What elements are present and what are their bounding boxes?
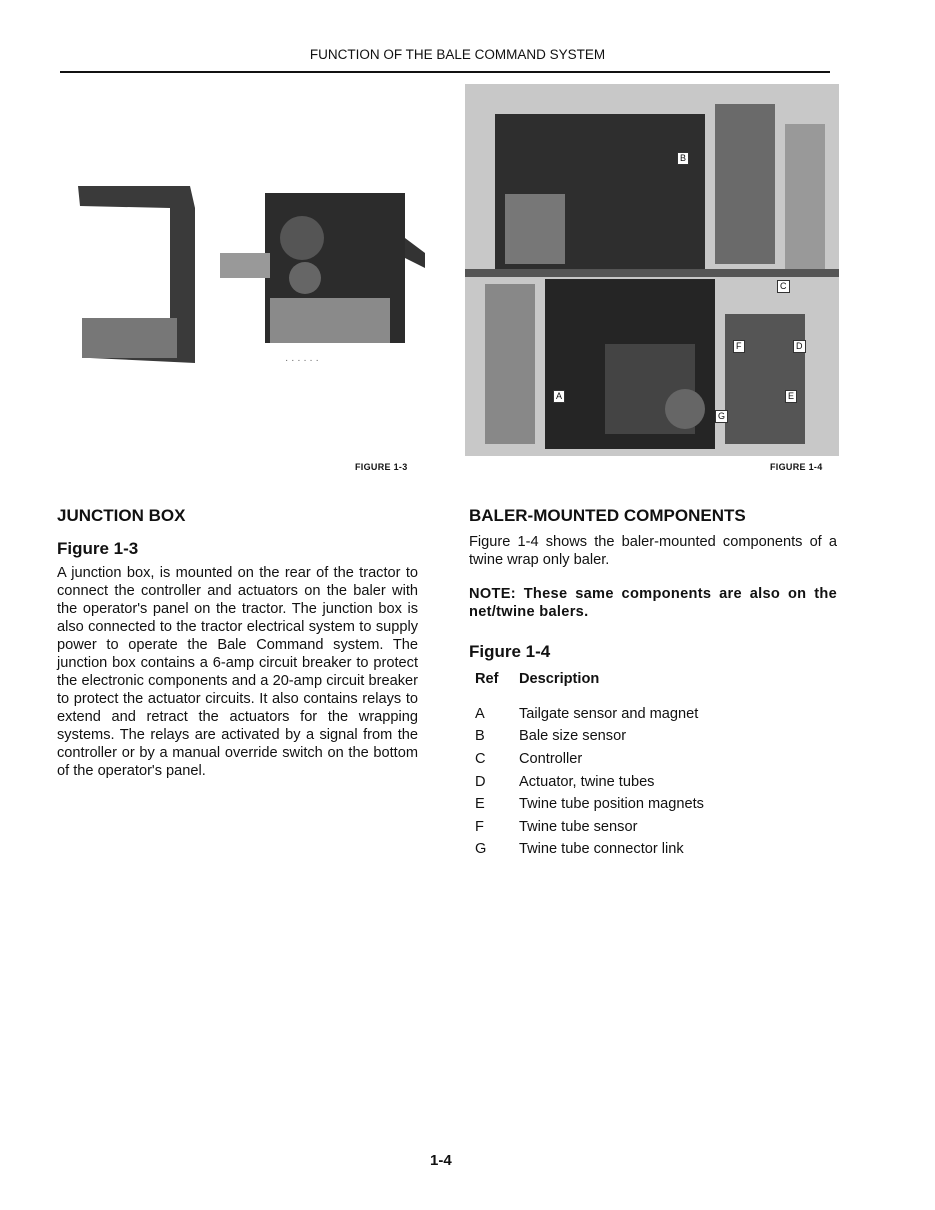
table-row <box>469 770 704 793</box>
header-rule <box>60 71 830 73</box>
callout-d: D <box>793 340 806 353</box>
ref-cell: D <box>475 773 486 790</box>
ref-cell: B <box>475 728 485 745</box>
figure-1-3-subheading: Figure 1-3 <box>57 539 139 558</box>
baler-components-paragraph: Figure 1-4 shows the baler-mounted components of a twine wrap only baler. <box>469 534 837 568</box>
table-row <box>469 748 704 771</box>
callout-e: E <box>785 390 797 403</box>
callout-f: F <box>733 340 745 353</box>
components-table <box>469 668 704 861</box>
junction-box-paragraph: A junction box, is mounted on the rear of the tractor to connect the controller and actuators on the baler with the operator's panel on the tractor. The junction box is also connected to the tractor electrical system to supply power to operate the Bale Command system. The junction box contains a 6-amp circuit breaker to protect the electronic components and a 20-amp circuit breaker to protect the actuator circuits. It also contains relays to extend and retract the actuators for the wrapping systems. The relays are activated by a signal from the controller or by a manual override switch on the bottom of the operator's panel. <box>57 565 418 779</box>
description-cell: Twine tube position magnets <box>519 796 704 813</box>
table-row <box>469 703 704 726</box>
callout-g: G <box>715 410 728 423</box>
table-row <box>469 816 704 839</box>
callout-a: A <box>553 390 565 403</box>
ref-cell: F <box>475 818 484 835</box>
table-row <box>469 725 704 748</box>
figure-1-4-subheading: Figure 1-4 <box>469 642 551 661</box>
description-cell: Bale size sensor <box>519 728 627 745</box>
callout-c: C <box>777 280 790 293</box>
ref-cell: A <box>475 705 485 722</box>
ref-header: Ref <box>475 671 499 688</box>
callout-b: B <box>677 152 689 165</box>
table-row <box>469 838 704 861</box>
table-row <box>469 793 704 816</box>
description-cell: Twine tube connector link <box>519 841 684 858</box>
description-cell: Twine tube sensor <box>519 818 638 835</box>
description-cell: Controller <box>519 751 583 768</box>
description-cell: Tailgate sensor and magnet <box>519 705 699 722</box>
description-cell: Actuator, twine tubes <box>519 773 655 790</box>
running-header: FUNCTION OF THE BALE COMMAND SYSTEM <box>309 47 606 62</box>
svg-text:· · · · · ·: · · · · · · <box>285 355 319 366</box>
figure-1-3-caption: FIGURE 1-3 <box>355 462 408 472</box>
figure-1-4-baler-photo <box>465 84 839 456</box>
page-number: 1-4 <box>430 1152 452 1169</box>
figure-1-4-caption: FIGURE 1-4 <box>770 462 823 472</box>
junction-box-heading: JUNCTION BOX <box>57 506 186 525</box>
ref-cell: G <box>475 841 487 858</box>
description-header: Description <box>519 671 600 688</box>
note-text: NOTE: These same components are also on the net/twine balers. <box>469 586 837 620</box>
table-header-row <box>469 668 704 691</box>
figure-1-3-junction-box-photo <box>70 178 425 373</box>
ref-cell: E <box>475 796 485 813</box>
ref-cell: C <box>475 751 486 768</box>
baler-components-heading: BALER-MOUNTED COMPONENTS <box>469 506 746 525</box>
